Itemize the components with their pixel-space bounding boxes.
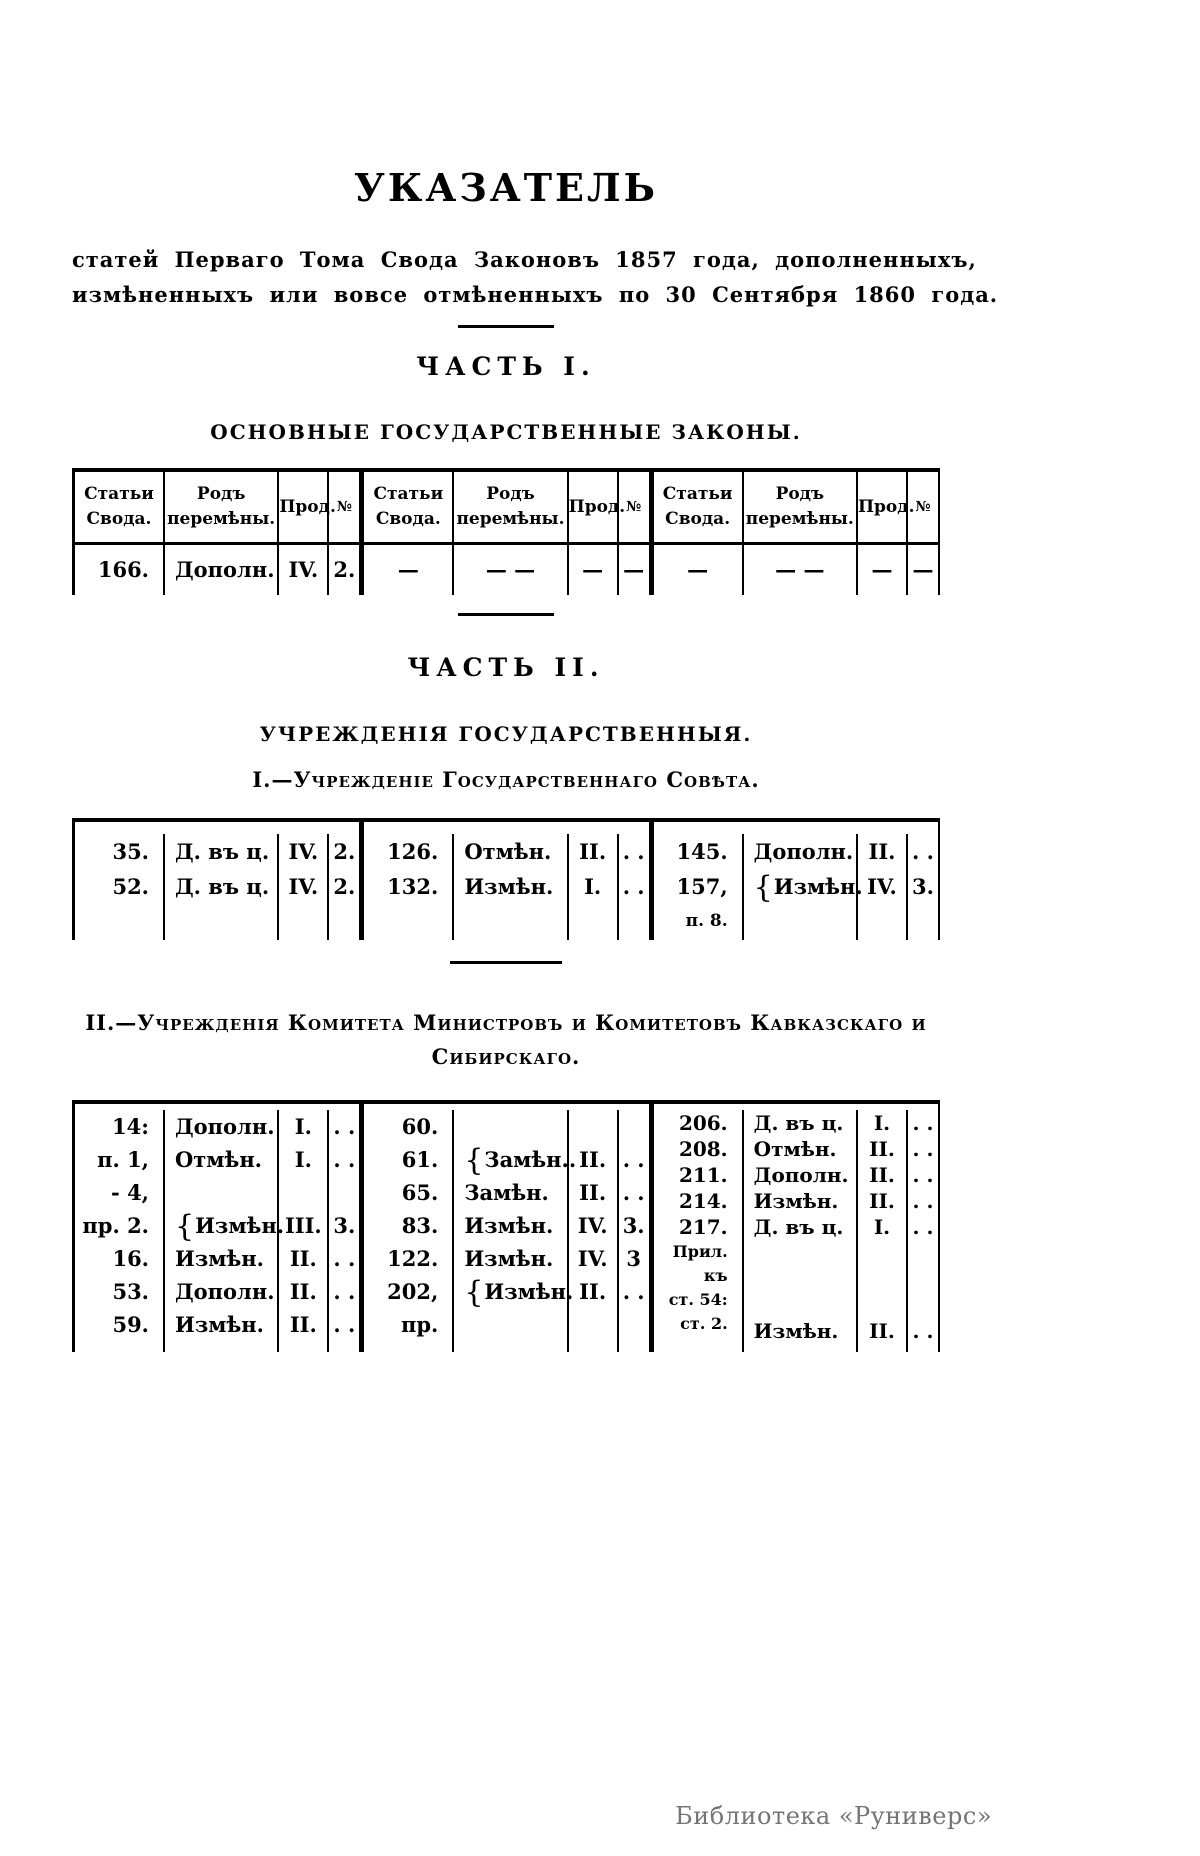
table-cell	[858, 1240, 906, 1266]
table-cell: II.	[579, 1180, 607, 1205]
header-col-articles	[75, 472, 165, 542]
table-col-articles	[654, 834, 744, 940]
table-col-change-kind	[454, 834, 568, 940]
table-group	[649, 472, 938, 595]
table-cell: —	[912, 557, 934, 582]
table-cell: Дополн.	[175, 557, 275, 582]
table-cell: п. 1,	[97, 1147, 149, 1172]
table-header-row	[364, 472, 648, 545]
header-text: Свода.	[375, 509, 441, 529]
table-cell: Д. въ ц.	[175, 839, 270, 864]
table-col-number	[329, 834, 359, 940]
state-council-table	[72, 818, 940, 940]
table-cell: II.	[289, 1246, 317, 1271]
table-cell: —	[397, 557, 419, 582]
table-cell: . .	[912, 1319, 934, 1343]
table-cell: . .	[912, 1163, 934, 1187]
part2-heading: ЧАСТЬ II.	[407, 653, 605, 682]
part1-section-heading: ОСНОВНЫЕ ГОСУДАРСТВЕННЫЕ ЗАКОНЫ.	[210, 420, 802, 444]
table-cell: . .	[622, 874, 645, 899]
part1-heading: ЧАСТЬ I.	[416, 352, 596, 381]
table-col-continuation	[279, 834, 329, 940]
table-cell-text: Измѣн.	[484, 1279, 574, 1304]
header-text: Свода.	[665, 509, 731, 529]
header-text: перемѣны.	[745, 509, 854, 529]
header-col-number: №	[915, 498, 931, 515]
table-col-articles	[75, 1110, 165, 1352]
table-cell: IV.	[288, 839, 319, 864]
table-cell: 61.	[401, 1147, 439, 1172]
table-cell: . .	[333, 1312, 356, 1337]
part1-table	[72, 468, 940, 595]
table-cell: 132.	[387, 874, 439, 899]
table-cell	[279, 1176, 327, 1209]
table-cell: Дополн.	[175, 1114, 275, 1139]
table-cell: . .	[912, 1111, 934, 1135]
table-cell: II.	[579, 839, 607, 864]
table-cell: —	[687, 557, 709, 582]
table-col-articles	[364, 1110, 454, 1352]
table-cell: . .	[622, 839, 645, 864]
table-cell	[744, 1240, 856, 1266]
table-col-continuation	[569, 1110, 619, 1352]
table-cell: 126.	[387, 839, 439, 864]
table-col-change-kind	[454, 1110, 577, 1352]
table-cell: 217.	[678, 1215, 728, 1239]
table-cell: 211.	[678, 1163, 728, 1187]
table-cell: — —	[485, 557, 536, 582]
table-cell: Отмѣн.	[464, 839, 552, 864]
table-cell: . .	[333, 1114, 356, 1139]
header-text: Родъ	[196, 484, 246, 505]
divider-rule	[450, 961, 562, 964]
table-cell	[619, 1110, 649, 1143]
table-cell: II.	[289, 1312, 317, 1337]
header-col-number: №	[336, 498, 352, 515]
table-group	[359, 1104, 648, 1352]
table-col-number	[329, 545, 359, 595]
table-header-row	[75, 472, 359, 545]
divider-rule	[458, 613, 554, 616]
table-cell: 166.	[97, 557, 149, 582]
table-cell: Измѣн.	[464, 1213, 554, 1238]
table-cell: Отмѣн.	[753, 1137, 837, 1161]
part2-section-heading: УЧРЕЖДЕНІЯ ГОСУДАРСТВЕННЫЯ.	[259, 722, 753, 746]
table-body-row	[75, 822, 359, 940]
table-cell: п. 8.	[685, 911, 728, 931]
table-cell: I.	[294, 1114, 312, 1139]
table-cell: Д. въ ц.	[753, 1111, 844, 1135]
table-cell: Измѣн.	[175, 1312, 264, 1337]
table-body-row	[654, 822, 938, 940]
header-col-change-kind	[165, 472, 279, 542]
table-col-continuation	[858, 1110, 908, 1352]
subtitle-line-2: измѣненныхъ или вовсе отмѣненныхъ по 30 Сентября 1860 года.	[72, 282, 999, 307]
table-col-number	[908, 1110, 938, 1352]
table-cell: Дополн.	[753, 1163, 849, 1187]
header-text: Статьи	[84, 484, 154, 505]
table-cell	[329, 1176, 359, 1209]
table-col-continuation	[279, 545, 329, 595]
table-body-row	[75, 1104, 359, 1352]
table-cell: 2.	[333, 874, 356, 899]
table-cell: . .	[912, 1215, 934, 1239]
table-cell: . .	[912, 839, 934, 864]
table-cell: 52.	[112, 874, 149, 899]
table-col-articles	[364, 545, 454, 595]
table-cell	[454, 1275, 574, 1310]
table-cell: . .	[622, 1180, 645, 1205]
table-cell: IV.	[577, 1246, 608, 1271]
table-cell	[165, 1209, 285, 1244]
table-cell: Измѣн.	[175, 1246, 264, 1271]
header-col-articles	[364, 472, 454, 542]
table-cell: —	[582, 557, 604, 582]
table-cell: 145.	[676, 839, 728, 864]
table-cell: . .	[333, 1246, 356, 1271]
divider-rule	[458, 325, 554, 328]
table-group	[75, 822, 359, 940]
table-cell: Дополн.	[175, 1279, 275, 1304]
table-col-change-kind	[165, 545, 279, 595]
table-cell: 3.	[912, 874, 934, 899]
header-text: Статьи	[373, 484, 444, 505]
table-cell: Д. въ ц.	[175, 874, 270, 899]
table-cell	[569, 1308, 617, 1341]
table-col-number	[619, 1110, 649, 1352]
table-cell: —	[871, 557, 893, 582]
header-col-continuation: Прод.	[569, 472, 619, 542]
table-col-continuation	[858, 834, 908, 940]
table-col-number	[619, 834, 649, 940]
table-col-change-kind	[744, 1110, 858, 1352]
table-cell: — —	[775, 557, 825, 582]
table-cell-text: Измѣн.	[195, 1213, 285, 1238]
table-cell: пр. 2.	[82, 1213, 149, 1238]
table-cell: II.	[289, 1279, 317, 1304]
table-cell: Прил.	[672, 1242, 728, 1261]
page-title: УКАЗАТЕЛЬ	[354, 165, 658, 210]
brace-glyph: {	[464, 1275, 484, 1310]
table-cell: IV.	[288, 557, 319, 582]
table-cell	[569, 1110, 617, 1143]
table-cell	[858, 1266, 906, 1292]
header-col-continuation: Прод.	[279, 472, 329, 542]
brace-glyph: {	[175, 1209, 195, 1244]
table-cell: 3.	[333, 1213, 356, 1238]
table-col-articles	[654, 1110, 744, 1352]
table-cell: 122.	[387, 1246, 439, 1271]
table-col-change-kind	[744, 834, 863, 940]
table-col-articles	[75, 834, 165, 940]
table-cell: 83.	[401, 1213, 439, 1238]
table-cell	[744, 1266, 856, 1292]
table-cell	[454, 1110, 566, 1143]
table-cell: 16.	[112, 1246, 149, 1271]
table-group	[75, 1104, 359, 1352]
table-cell: —	[623, 557, 645, 582]
table-body-row	[364, 822, 648, 940]
table-cell: Отмѣн.	[175, 1147, 262, 1172]
table-cell: . .	[622, 1147, 645, 1172]
table-cell: . .	[333, 1279, 356, 1304]
table-cell: 3	[626, 1246, 641, 1271]
table-cell: 59.	[112, 1312, 149, 1337]
table-cell: II.	[579, 1279, 607, 1304]
table-col-change-kind	[165, 834, 279, 940]
table-cell	[908, 1292, 938, 1318]
header-col-change-kind	[744, 472, 858, 542]
table-cell	[858, 1292, 906, 1318]
table-col-change-kind	[744, 545, 858, 595]
header-text: Родъ	[775, 484, 825, 505]
table-body-row	[75, 545, 359, 595]
table-cell: 202,	[387, 1279, 439, 1304]
table-cell	[744, 869, 863, 905]
table-col-articles	[75, 545, 165, 595]
table-col-articles	[364, 834, 454, 940]
table-cell	[454, 1308, 566, 1341]
table-group	[649, 822, 938, 940]
table-cell: 208.	[678, 1137, 728, 1161]
header-text: Статьи	[662, 484, 733, 505]
table-col-number	[908, 834, 938, 940]
header-text: перемѣны.	[456, 509, 565, 529]
table-cell: Измѣн.	[753, 1189, 839, 1213]
table-cell: II.	[869, 1137, 895, 1161]
table-cell: 14:	[112, 1114, 149, 1139]
table-cell: II.	[869, 1189, 895, 1213]
table-cell	[454, 1143, 577, 1178]
table-cell: . .	[622, 1279, 645, 1304]
table-cell: I.	[873, 1215, 891, 1239]
table-body-row	[364, 1104, 648, 1352]
table-cell: 214.	[678, 1189, 728, 1213]
table-cell: IV.	[288, 874, 319, 899]
table-col-continuation	[569, 834, 619, 940]
table-cell: I.	[294, 1147, 312, 1172]
table-col-number	[619, 545, 649, 595]
table-cell: 2.	[333, 557, 356, 582]
table-cell: II.	[868, 839, 896, 864]
table-cell: I.	[873, 1111, 891, 1135]
table-cell	[165, 1176, 277, 1209]
table-col-continuation	[569, 545, 619, 595]
table-cell: II.	[579, 1147, 607, 1172]
table-cell: 65.	[401, 1180, 439, 1205]
table-cell: Измѣн.	[753, 1319, 839, 1343]
table-cell-text: Замѣн..	[484, 1147, 577, 1172]
table-cell: IV.	[867, 874, 897, 899]
table-cell: 206.	[678, 1111, 728, 1135]
table-group	[359, 822, 648, 940]
table-header-row	[654, 472, 938, 545]
table-cell	[744, 1292, 856, 1318]
table-cell: 2.	[333, 839, 356, 864]
table-cell: 60.	[401, 1114, 439, 1139]
table-cell: Измѣн.	[464, 874, 554, 899]
subtitle-line-1: статей Перваго Тома Свода Законовъ 1857 года, дополненныхъ,	[72, 247, 977, 272]
header-col-change-kind	[454, 472, 568, 542]
table-group	[359, 472, 648, 595]
table-cell: Дополн.	[753, 839, 854, 864]
table-body-row	[654, 545, 938, 595]
table-col-number	[908, 545, 938, 595]
table-cell: . .	[912, 1189, 934, 1213]
table-col-change-kind	[165, 1110, 285, 1352]
table-col-change-kind	[454, 545, 568, 595]
table-col-continuation	[279, 1110, 329, 1352]
table-cell: къ	[703, 1266, 728, 1285]
table-group	[75, 472, 359, 595]
table-col-articles	[654, 545, 744, 595]
header-text: Родъ	[486, 484, 535, 505]
table-cell	[908, 1240, 938, 1266]
table-cell: 157,	[676, 874, 728, 899]
table-cell	[619, 1308, 649, 1341]
header-text: перемѣны.	[167, 509, 276, 529]
table-cell: 53.	[112, 1279, 149, 1304]
table-cell: III.	[284, 1213, 322, 1238]
table-cell: Измѣн.	[464, 1246, 554, 1271]
table-cell: 3.	[622, 1213, 645, 1238]
part2-subsection2-heading-line2: Сибирскаго.	[431, 1044, 581, 1069]
table-cell: ст. 2.	[680, 1314, 728, 1333]
table-body-row	[654, 1104, 938, 1352]
table-cell-text: Измѣн.	[773, 874, 863, 899]
table-cell: пр.	[400, 1312, 439, 1337]
committee-table	[72, 1100, 940, 1352]
header-col-continuation: Прод.	[858, 472, 908, 542]
table-cell: I.	[584, 874, 602, 899]
table-cell: Д. въ ц.	[753, 1215, 844, 1239]
table-cell: Замѣн.	[464, 1180, 549, 1205]
part2-subsection2-heading-line1: II.—Учрежденія Комитета Министровъ и Комитетовъ Кавказскаго и	[85, 1010, 927, 1035]
table-body-row	[364, 545, 648, 595]
table-col-continuation	[858, 545, 908, 595]
watermark: Библиотека «Руниверс»	[675, 1802, 992, 1830]
table-cell: ст. 54:	[668, 1290, 728, 1309]
brace-glyph: {	[753, 870, 773, 905]
table-cell: II.	[869, 1319, 895, 1343]
table-group	[649, 1104, 938, 1352]
table-col-number	[329, 1110, 359, 1352]
header-text: Свода.	[86, 509, 152, 529]
header-col-articles	[654, 472, 744, 542]
table-cell: 35.	[112, 839, 149, 864]
table-cell: . .	[912, 1137, 934, 1161]
table-cell: - 4,	[111, 1180, 149, 1205]
table-cell	[908, 1266, 938, 1292]
part2-subsection1-heading: I.—Учрежденіе Государственнаго Совѣта.	[252, 767, 760, 792]
table-cell: II.	[869, 1163, 895, 1187]
header-col-number: №	[626, 498, 642, 515]
table-cell: IV.	[577, 1213, 608, 1238]
brace-glyph: {	[464, 1143, 484, 1178]
table-cell: . .	[333, 1147, 356, 1172]
